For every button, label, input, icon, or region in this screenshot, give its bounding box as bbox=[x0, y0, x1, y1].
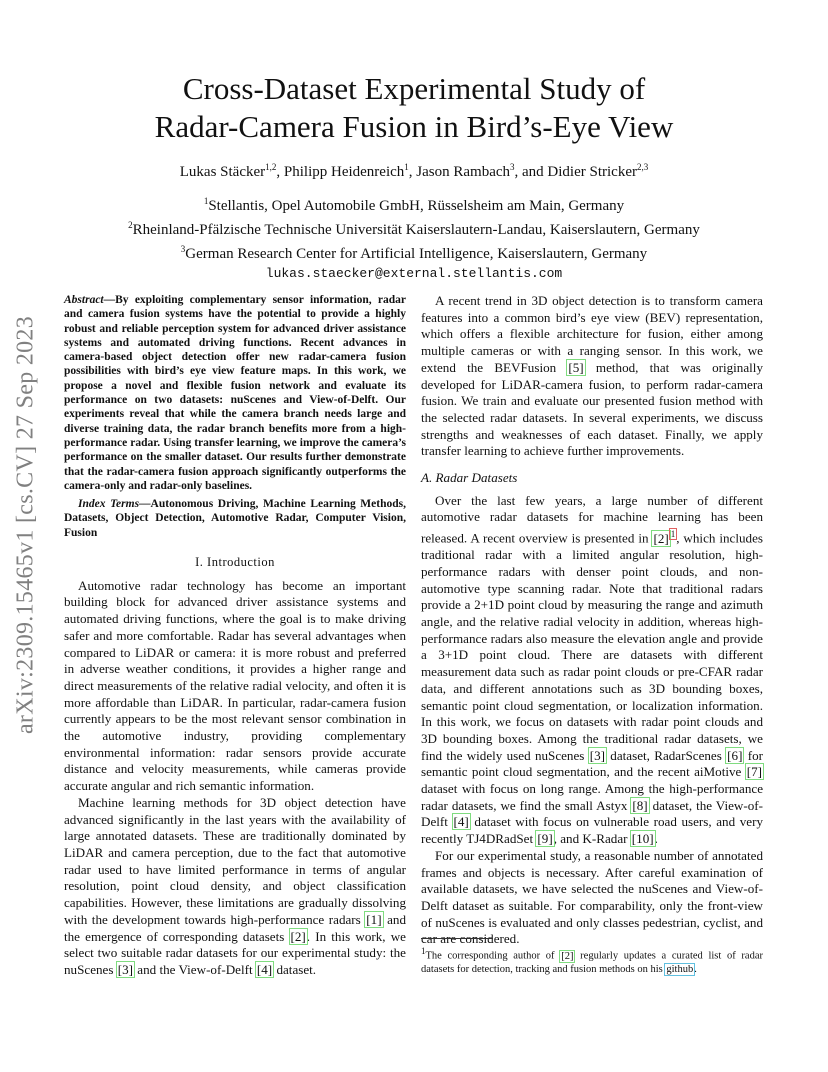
author-name: Lukas Stäcker bbox=[179, 164, 266, 180]
intro-paragraph-3: A recent trend in 3D object detection is to transform camera features into a common bird’s eye view (BEV) representation, which offers a flexible architecture for fusion, either among multiple cameras or with a ranging sensor. In this work, we extend the BEVFusion [5] method, that was originally developed for LiDAR-camera fusion, to perform radar-camera fusion. We train and evaluate our presented fusion method with the selected radar datasets. In several experiments, we discuss strengths and weaknesses of each dataset. Finally, we apply transfer learning to achieve further improvements. bbox=[421, 293, 763, 459]
author-list: Lukas Stäcker$^{1,2}$, Philipp Heidenreich$^1$, Jason Rambach$^3$, and Didier Stricker$^{2,3}$ bbox=[179, 162, 649, 180]
title-line-1: Cross-Dataset Experimental Study of bbox=[182, 71, 646, 106]
citation-link[interactable]: [4] bbox=[256, 961, 273, 977]
footnote: $^1$The corresponding author of [2] regularly updates a curated list of radar datasets for detection, tracking and fusion methods on his github. bbox=[421, 946, 763, 975]
citation-link[interactable]: [4] bbox=[453, 814, 469, 830]
intro-paragraph-2: Machine learning methods for 3D object detection have advanced significantly in the last years with the availability of large annotated datasets. These are traditionally dominated by LiDAR and camera perception, due to the fact that automotive radar used to have limited performance in terms of angular resolution, point cloud density, and object classification capabilities. However, these limitations are gradually dissolving with the development towards high-performance radars [1] and the emergence of corresponding datasets [2]. In this work, we select two suitable radar datasets for our experimental study: the nuScenes [3] and the View-of-Delft [4] dataset. bbox=[64, 794, 406, 977]
author-affil-sup: 2,3 bbox=[636, 162, 649, 172]
citation-link[interactable]: [8] bbox=[632, 797, 648, 813]
affiliations bbox=[60, 192, 768, 283]
abstract-text: —By exploiting complementary sensor information, radar and camera fusion systems have the potential to provide a highly robust and reliable perception system for advanced driver assistance systems and automated driving functions. Recent advances in camera-based object detection offer new radar-camera fusion possibilities with bird’s eye view feature maps. In this work, we propose a novel and flexible fusion network and evaluate its performance on two datasets: nuScenes and View-of-Delft. Our experiments reveal that while the camera branch needs large and diverse training data, the radar branch benefits more from a high-performance radar. Using transfer learning, we improve the camera’s performance on the smaller dataset. Our results further demonstrate that the radar-camera fusion approach significantly outperforms the camera-only and radar-only baselines. bbox=[64, 294, 406, 492]
intro-paragraph-1: Automotive radar technology has become an important building block for advanced driver assistance systems and automated driving functions, where the goal is to make driving safer and more comfortable. Radar has several advantages when compared to LiDAR or camera: it is more robust and preferred in adverse weather conditions, it provides a higher range and direct measurements of the relative radial velocity, and often it is more affordable than LiDAR. In particular, radar-camera fusion currently appears to be the most relevant sensor combination in the automotive industry, providing complementary environmental information: radar sensors provide accurate distance and velocity measurements, while cameras provide accurate angular and rich semantic information. bbox=[64, 577, 406, 794]
github-link[interactable]: github bbox=[666, 963, 694, 975]
affiliation-line: $^2$Rheinland-Pfälzische Technische Universität Kaiserslautern-Landau, Kaiserslautern, Germany bbox=[128, 220, 700, 238]
abstract bbox=[64, 293, 406, 493]
section-heading-introduction: I. Introduction bbox=[195, 555, 275, 570]
arxiv-id: arXiv:2309.15465v1 [cs.CV] 27 Sep 2023 bbox=[12, 315, 39, 735]
index-terms-label: Index Terms bbox=[78, 498, 140, 511]
right-column bbox=[421, 293, 763, 948]
citation-link[interactable]: [7] bbox=[746, 764, 762, 780]
index-terms bbox=[64, 497, 406, 540]
citation-link[interactable]: [2] bbox=[290, 928, 306, 944]
author-email[interactable]: lukas.staecker@external.stellantis.com bbox=[265, 266, 563, 281]
citation-link[interactable]: [1] bbox=[366, 911, 382, 927]
abstract-label: Abstract bbox=[64, 294, 104, 306]
radar-datasets-paragraph-2: For our experimental study, a reasonable number of annotated frames and objects is necessary. After careful examination of available datasets, we have selected the nuScenes and View-of-Delft dataset as suitable. For comparability, only the front-view of nuScenes is evaluated and only classes pedestrian, cyclist, and car are considered. bbox=[421, 847, 763, 947]
author-affil-sup: 1,2 bbox=[265, 162, 277, 172]
citation-link[interactable]: [6] bbox=[727, 747, 743, 763]
arxiv-sidebar-stamp bbox=[6, 285, 46, 765]
citation-link[interactable]: [3] bbox=[117, 961, 134, 977]
footnote-divider bbox=[421, 938, 493, 939]
affiliation-line: $^1$Stellantis, Opel Automobile GmbH, Rüsselsheim am Main, Germany bbox=[203, 196, 625, 214]
title-line-2: Radar-Camera Fusion in Bird’s-Eye View bbox=[154, 109, 674, 144]
citation-link[interactable]: [10] bbox=[631, 831, 654, 847]
citation-link[interactable]: [3] bbox=[589, 747, 605, 763]
citation-link[interactable]: [5] bbox=[568, 359, 584, 375]
citation-link[interactable]: [9] bbox=[537, 831, 553, 847]
affiliation-line: $^3$German Research Center for Artificial Intelligence, Kaiserslautern, Germany bbox=[180, 244, 648, 262]
author-name: Jason Rambach bbox=[416, 164, 511, 180]
footnote-mark: 1 bbox=[421, 946, 426, 956]
radar-datasets-paragraph-1: Over the last few years, a large number of different automotive radar datasets for machine learning has been released. A recent overview is presented in [2] $^1$, which includes traditional radar with a limited angular resolution, high-performance radars with denser point clouds, and non-automotive type scanning radar. Note that traditional radars provide a 2+1D point cloud by measuring the range and azimuth angle, and the relative radial velocity in addition, whereas high-performance radars also measure the elevation angle and provide a 3+1D point cloud. There are datasets with different measurement data such as radar point clouds or pre-CFAR radar data, and different annotations such as 3D bounding boxes, semantic point cloud segmentation, or localization information. In this work, we focus on datasets with radar point clouds and 3D bounding boxes. Among the traditional radar datasets, we find the widely used nuScenes [3] dataset, RadarScenes [6] for semantic point cloud segmentation, and the recent aiMotive [7] dataset with focus on long range. Among the high-performance radar datasets, we find the small Astyx [8] dataset, the View-of-Delft [4] dataset with focus on vulnerable road users, and very recently TJ4DRadSet [9], and K-Radar [10]. bbox=[421, 492, 764, 847]
author-name: and Didier Stricker bbox=[522, 164, 637, 180]
paper-title bbox=[60, 70, 768, 146]
author-affil-sup: 3 bbox=[510, 162, 515, 172]
author-affil-sup: 1 bbox=[404, 162, 409, 172]
author-name: Philipp Heidenreich bbox=[283, 164, 405, 180]
citation-link[interactable]: [2] bbox=[561, 950, 574, 962]
footnote-mark-link[interactable]: 1 bbox=[670, 529, 676, 540]
citation-link[interactable]: [2] bbox=[653, 530, 669, 546]
left-column bbox=[64, 293, 406, 979]
subsection-heading-radar-datasets: A. Radar Datasets bbox=[421, 470, 518, 486]
index-terms-text: —Autonomous Driving, Machine Learning Methods, Datasets, Object Detection, Automotive Radar, Computer Vision, Fusion bbox=[64, 498, 406, 539]
